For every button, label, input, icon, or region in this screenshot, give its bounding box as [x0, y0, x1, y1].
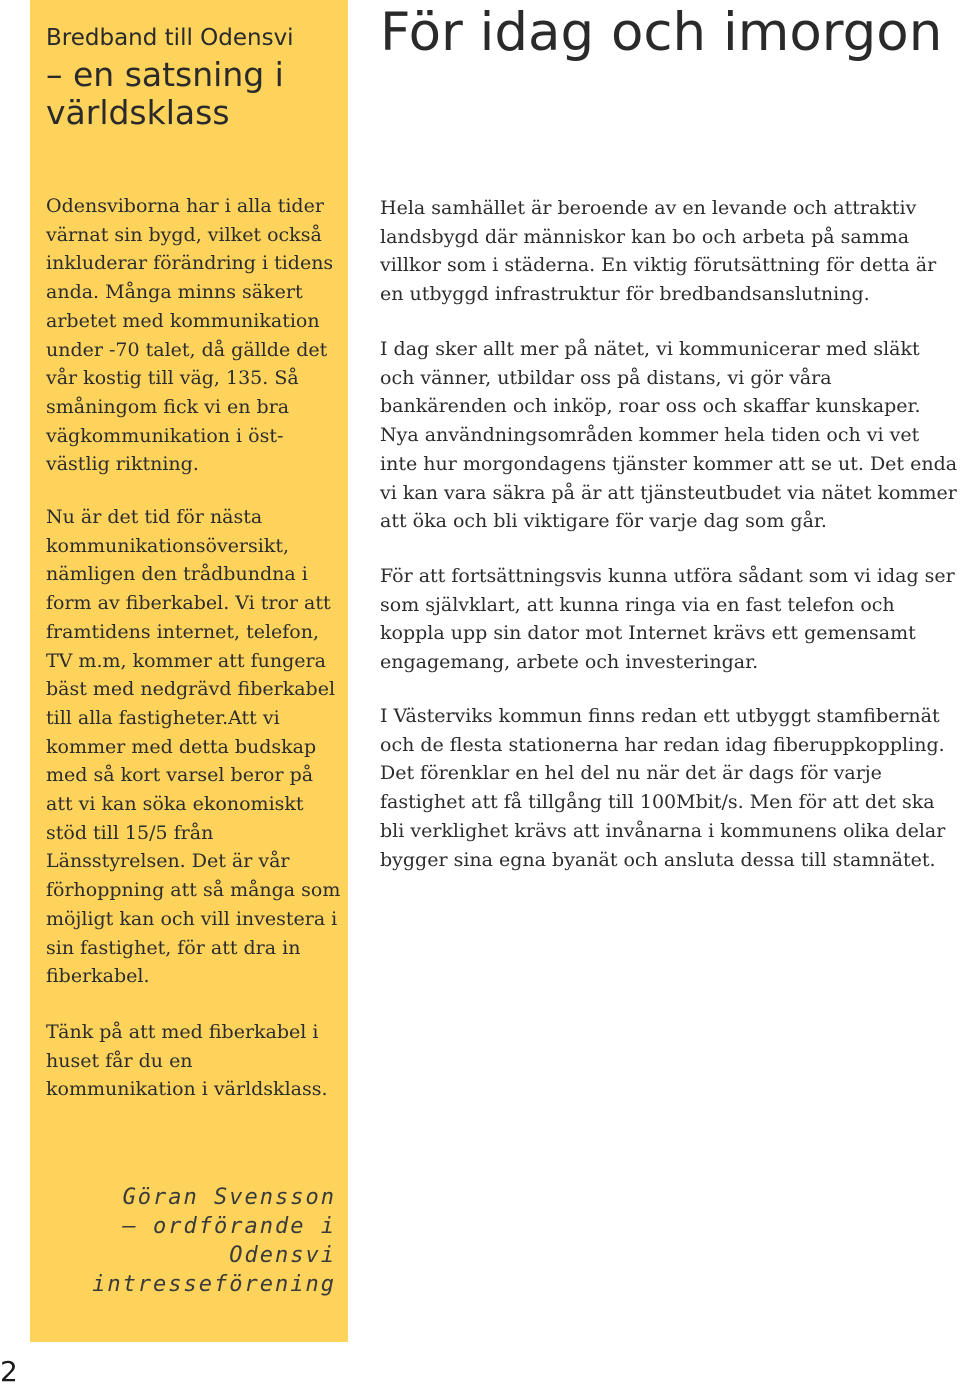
sidebar-heading — [46, 20, 342, 132]
signature — [36, 1183, 336, 1299]
main-paragraph-1: Hela samhället är beroende av en levande och attraktiv landsbygd där människor kan bo och arbeta på samma villkor som i städerna. En viktig förutsättning för detta är en utbyggd infrastruktur för bredbandsanslutning. — [380, 197, 937, 306]
sidebar-heading-line2: – en satsning i världsklass — [46, 55, 284, 132]
sidebar-paragraph-1: Odensviborna har i alla tider värnat sin bygd, vilket också inkluderar förändring i tidens anda. Många minns säkert arbetet med kommunikation under -70 talet, då gällde det vår kostig till väg, 135. Så småningom fick vi en bra vägkommunikation i öst- västlig riktning. — [46, 195, 334, 476]
main-paragraph-3: För att fortsättningsvis kunna utföra sådant som vi idag ser som självklart, att kunna ringa via en fast telefon och koppla upp sin dator mot Internet krävs ett gemensamt engagemang, arbete och investeringar. — [380, 565, 955, 674]
main-paragraph-4: I Västerviks kommun finns redan ett utbyggt stamfibernät och de flesta stationerna har redan idag fiberuppkoppling. Det förenklar en hel del nu när det är dags för varje fastighet att få tillgång till 100Mbit/s. Men för att det ska bli verklighet krävs att invånarna i kommunens olika delar bygger sina egna byanät och ansluta dessa till stamnätet. — [380, 705, 946, 871]
page-number: 2 — [0, 1355, 18, 1388]
sidebar-paragraph-2: Nu är det tid för nästa kommunikationsöversikt, nämligen den trådbundna i form av fiberkabel. Vi tror att framtidens internet, telefon, TV m.m, kommer att fungera bäst med nedgrävd fiberkabel till alla fastigheter.Att vi kommer med detta budskap med så kort varsel beror på att vi kan söka ekonomiskt stöd till 15/5 från Länsstyrelsen. Det är vår förhoppning att så många som möjligt kan och vill investera i sin fastighet, för att dra in fiberkabel. — [46, 506, 341, 988]
page-title: För idag och imorgon — [380, 2, 943, 63]
signature-name: Göran Svensson — [122, 1185, 336, 1210]
sidebar-panel — [30, 0, 348, 1342]
signature-org: intresseförening — [92, 1272, 336, 1297]
sidebar-paragraph-3: Tänk på att med fiberkabel i huset får du en kommunikation i världsklass. — [46, 1021, 328, 1101]
signature-role: – ordförande i Odensvi — [122, 1214, 336, 1268]
sidebar-heading-line1: Bredband till Odensvi — [46, 25, 294, 51]
main-paragraph-2: I dag sker allt mer på nätet, vi kommunicerar med släkt och vänner, utbildar oss på distans, vi gör våra bankärenden och inköp, roar oss och skaffar kunskaper. Nya användningsområden kommer hela tiden och vi vet inte hur morgondagens tjänster kommer att se ut. Det enda vi kan vara säkra på är att tjänsteutbudet via nätet kommer att öka och bli viktigare för varje dag som går. — [380, 338, 958, 533]
